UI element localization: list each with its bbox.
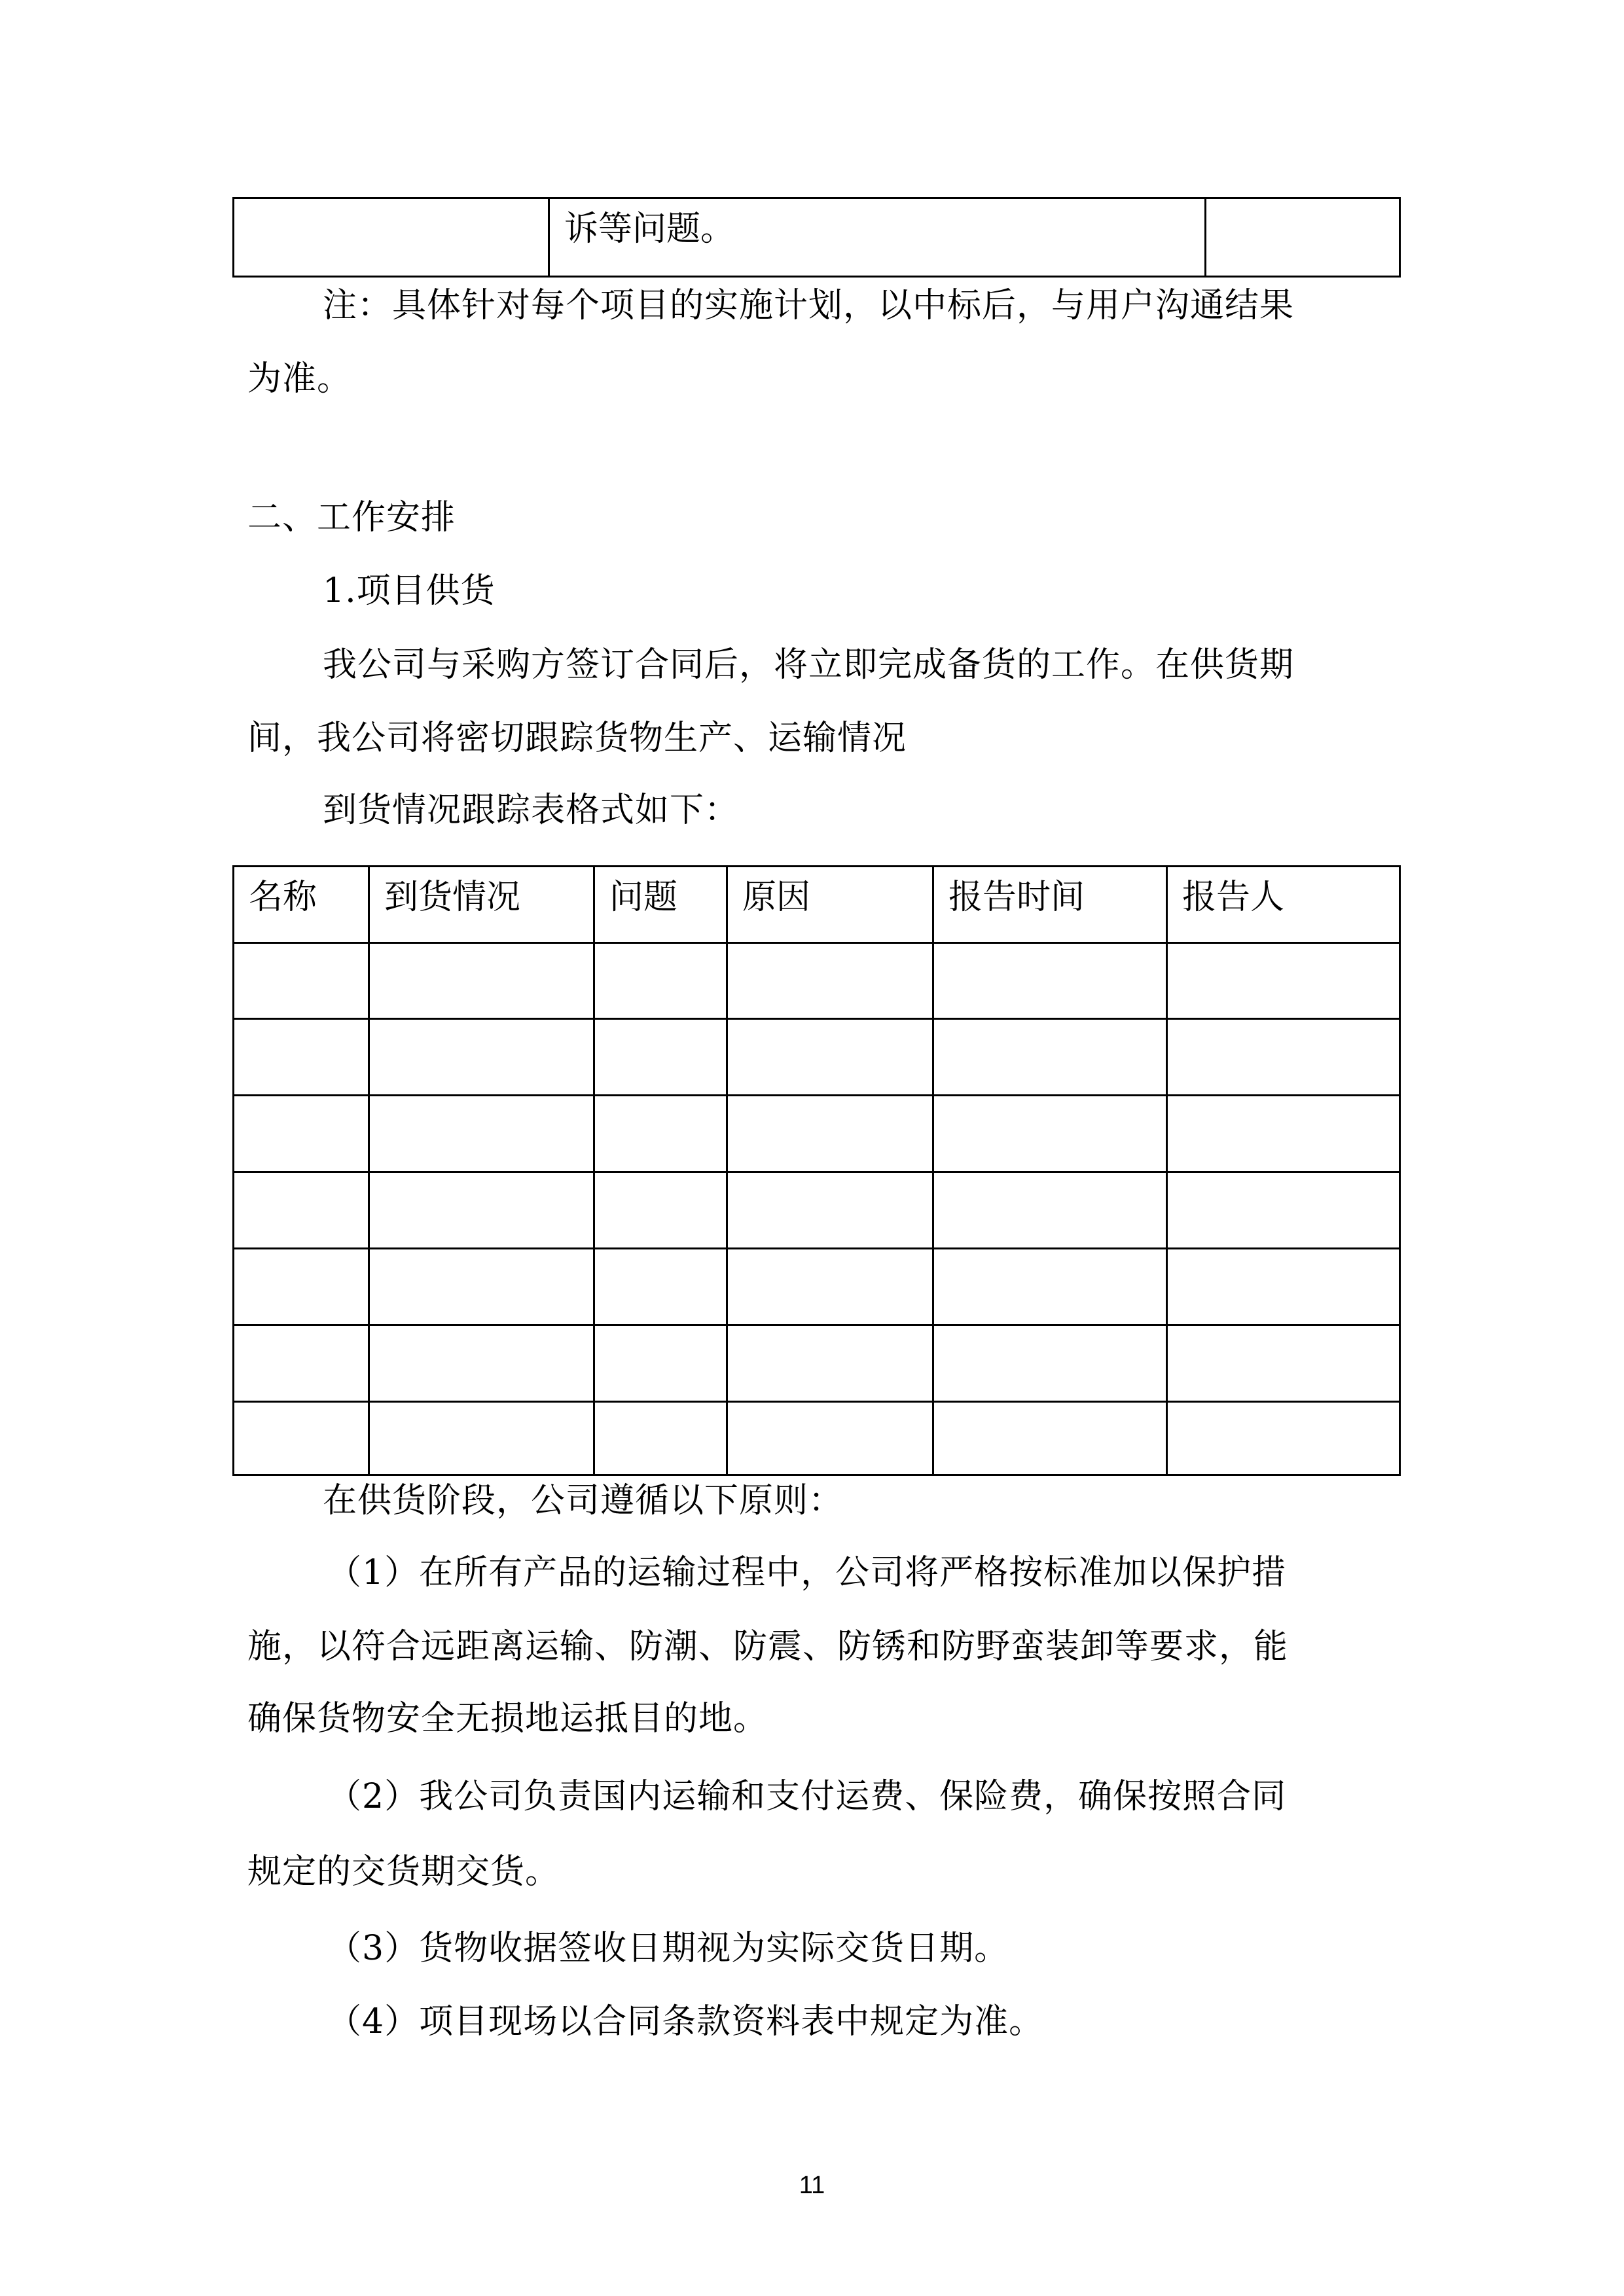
table-cell: 诉等问题。 — [549, 198, 1206, 277]
table-cell — [933, 1325, 1167, 1402]
table-row — [234, 1096, 1400, 1172]
table-cell — [727, 1249, 933, 1325]
table-cell — [1167, 1249, 1400, 1325]
principle-2-line: （2）我公司负责国内运输和支付运费、保险费，确保按照合同 — [327, 1777, 1287, 1816]
paragraph-line: 间，我公司将密切跟踪货物生产、运输情况 — [247, 719, 907, 758]
table-cell — [369, 943, 594, 1019]
page-number: 11 — [799, 2172, 825, 2199]
table-row — [234, 1019, 1400, 1096]
principles-intro: 在供货阶段，公司遵循以下原则： — [323, 1481, 844, 1520]
table-cell — [234, 1096, 369, 1172]
table-cell — [727, 1325, 933, 1402]
table-header-row — [234, 867, 1400, 943]
table-cell — [933, 1019, 1167, 1096]
header-cell: 报告时间 — [933, 867, 1167, 943]
table-cell — [369, 1096, 594, 1172]
table-cell — [727, 1172, 933, 1249]
table-row — [234, 1325, 1400, 1402]
section-heading: 二、工作安排 — [247, 498, 456, 537]
table-cell — [369, 1019, 594, 1096]
table-cell — [234, 1249, 369, 1325]
table-cell — [933, 1249, 1167, 1325]
table-row — [234, 198, 1400, 277]
note-line-1: 注：具体针对每个项目的实施计划，以中标后，与用户沟通结果 — [323, 286, 1295, 325]
table-cell — [727, 1019, 933, 1096]
table-intro: 到货情况跟踪表格式如下： — [323, 791, 740, 830]
header-cell: 原因 — [727, 867, 933, 943]
header-cell: 问题 — [594, 867, 727, 943]
principle-1-line: 施，以符合远距离运输、防潮、防震、防锈和防野蛮装卸等要求，能 — [247, 1627, 1289, 1666]
table-cell — [594, 1096, 727, 1172]
table-cell — [234, 943, 369, 1019]
table-cell — [1167, 1402, 1400, 1475]
table-cell — [594, 1249, 727, 1325]
table-cell — [1167, 943, 1400, 1019]
header-cell: 报告人 — [1167, 867, 1400, 943]
table-row — [234, 1249, 1400, 1325]
table-cell — [1167, 1096, 1400, 1172]
subsection-heading: 1.项目供货 — [323, 571, 496, 611]
table-cell — [727, 943, 933, 1019]
table-cell — [594, 1325, 727, 1402]
table-cell — [727, 1402, 933, 1475]
table-cell — [933, 1172, 1167, 1249]
table-row — [234, 1172, 1400, 1249]
table-cell — [933, 1402, 1167, 1475]
table-cell — [369, 1402, 594, 1475]
table-cell — [594, 1172, 727, 1249]
tracking-table — [232, 865, 1401, 1476]
table-cell — [1167, 1325, 1400, 1402]
table-cell — [234, 1019, 369, 1096]
principle-3: （3）货物收据签收日期视为实际交货日期。 — [327, 1929, 1009, 1968]
table-cell — [594, 943, 727, 1019]
table-cell — [369, 1325, 594, 1402]
table-cell — [234, 198, 549, 277]
table-row — [234, 1402, 1400, 1475]
table-cell — [1167, 1172, 1400, 1249]
table-cell — [234, 1172, 369, 1249]
continued-table — [232, 197, 1401, 278]
table-cell — [933, 1096, 1167, 1172]
table-cell — [369, 1249, 594, 1325]
table-cell — [234, 1402, 369, 1475]
principle-4: （4）项目现场以合同条款资料表中规定为准。 — [327, 2002, 1044, 2041]
paragraph-line: 我公司与采购方签订合同后，将立即完成备货的工作。在供货期 — [323, 645, 1295, 685]
table-cell — [594, 1019, 727, 1096]
principle-1-line: 确保货物安全无损地运抵目的地。 — [247, 1699, 768, 1738]
table-cell — [594, 1402, 727, 1475]
principle-2-line: 规定的交货期交货。 — [247, 1852, 560, 1892]
note-line-2: 为准。 — [247, 359, 352, 399]
table-cell — [1206, 198, 1400, 277]
principle-1-line: （1）在所有产品的运输过程中，公司将严格按标准加以保护措 — [327, 1553, 1287, 1592]
table-cell — [727, 1096, 933, 1172]
table-cell — [369, 1172, 594, 1249]
header-cell: 到货情况 — [369, 867, 594, 943]
header-cell: 名称 — [234, 867, 369, 943]
table-cell — [933, 943, 1167, 1019]
table-row — [234, 943, 1400, 1019]
table-cell — [234, 1325, 369, 1402]
table-cell — [1167, 1019, 1400, 1096]
